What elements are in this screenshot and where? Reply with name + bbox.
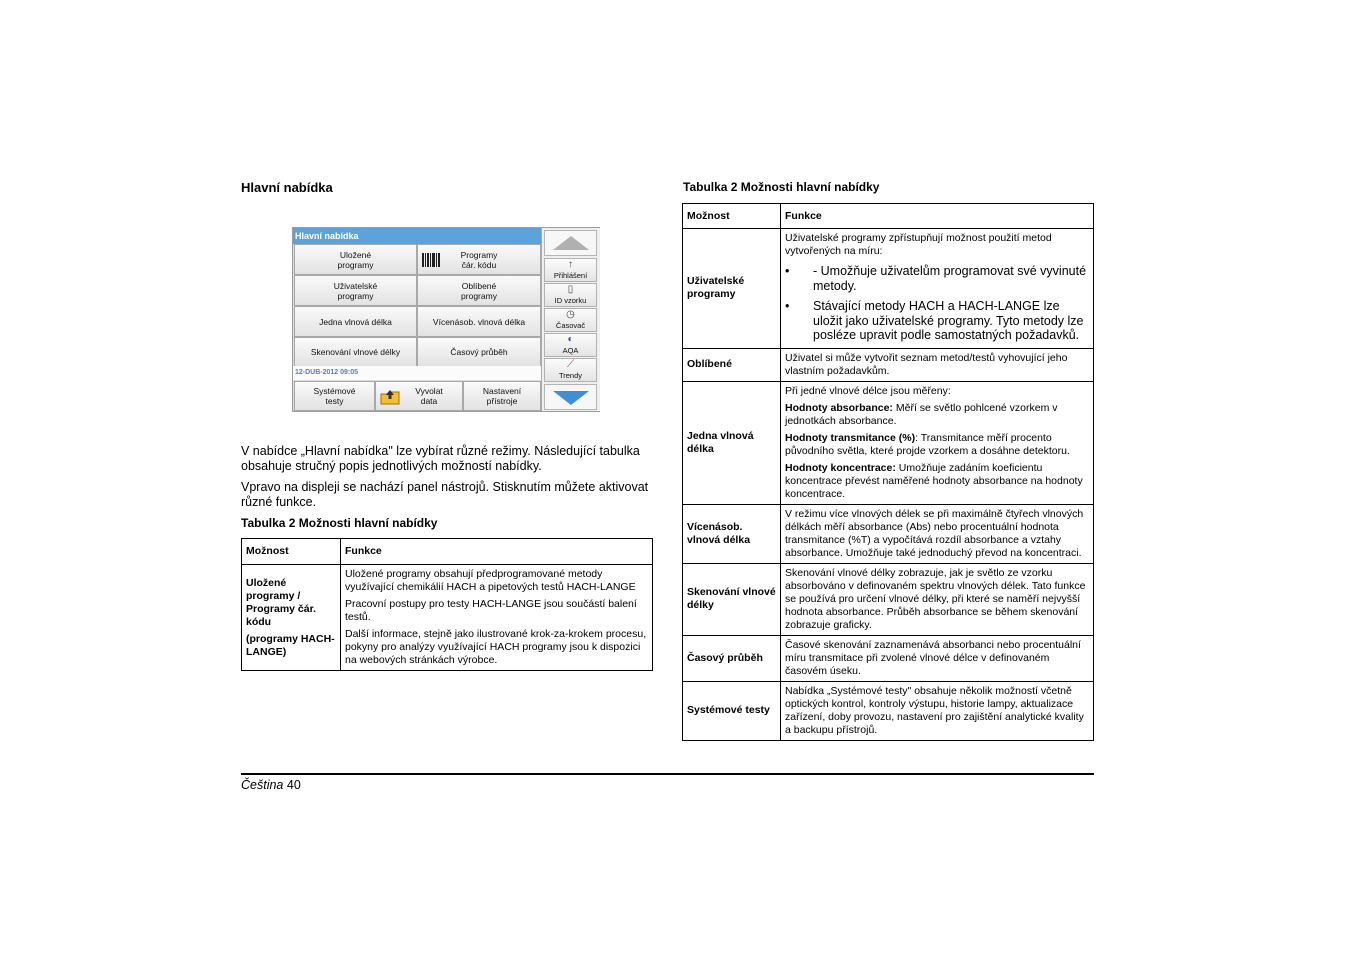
button-label: Vícenásob. vlnová délka [432,316,526,327]
header-function: Funkce [781,204,1094,229]
option-cell [242,565,341,671]
sample-id-tool[interactable] [544,283,597,307]
left-table-caption: Tabulka 2 Možnosti hlavní nabídky [241,516,438,530]
login-tool[interactable] [544,258,597,282]
arrow-down-icon [553,391,589,405]
table-row [683,381,1094,504]
term-label: Hodnoty koncentrace: [785,461,896,474]
footer-divider [241,773,1094,775]
scroll-up-button[interactable] [544,230,597,256]
page-number: 40 [286,778,301,792]
button-label: programy [337,290,374,301]
trend-chart-icon: ⟋ [567,359,574,370]
option-cell: Jedna vlnová délka [683,381,781,504]
button-label: Uložené [339,249,372,260]
button-label: čár. kódu [461,259,497,270]
button-label: přístroje [486,396,518,406]
function-cell [341,565,653,671]
sample-vial-icon: ▯ [567,284,574,295]
term-text: Umožňuje zadáním koeficientu koncentrace převést naměřené hodnoty absorbance na hodnoty koncentrace. [785,461,1083,500]
button-label: Skenování vlnové délky [310,347,401,357]
tool-label: Přihlášení [553,271,588,280]
table-row [683,348,1094,381]
table-row [242,565,653,671]
aqa-tool[interactable] [544,333,597,357]
bullet-mark: • [785,264,790,278]
button-label: Uživatelské [333,280,378,291]
toolbar-paragraph: Vpravo na displeji se nachází panel nástrojů. Stisknutím můžete aktivovat různé funkce. [241,480,649,509]
option-cell: Skenování vlnové délky [683,563,781,635]
function-text [785,462,1089,501]
recall-data-button[interactable] [375,381,463,411]
stored-programs-button[interactable] [294,244,417,275]
right-table-caption: Tabulka 2 Možnosti hlavní nabídky [683,180,880,194]
instrument-setup-button[interactable] [463,381,541,411]
timer-tool[interactable] [544,308,597,332]
tool-panel [541,228,600,411]
function-cell: Skenování vlnové délky zobrazuje, jak je světlo ze vzorku absorbováno v definovaném spektru vlnových délek. Tato funkce se používá pro určení vlnové délky, při které se naměří nejvyšší hodnota absorbance. Průběh absorbance se během skenování zobrazuje graficky. [781,563,1094,635]
page-footer [241,778,301,792]
right-options-table [682,203,1094,741]
function-text: Uložené programy obsahují předprogramované metody využívající chemikálií HACH a pipetových testů HACH-LANGE [345,568,636,593]
login-arrow-icon: ↑ [568,259,573,270]
section-heading: Hlavní nabídka [241,180,333,195]
footer-language: Čeština [241,778,284,792]
favorite-programs-button[interactable] [417,275,541,306]
button-label: programy [337,259,374,270]
button-label: Oblíbené [461,280,497,291]
button-label: testy [325,396,344,406]
bullet-item [785,299,1089,343]
button-label: Časový průběh [450,347,508,357]
barcode-programs-button[interactable] [417,244,541,275]
bullet-text: - Umožňuje uživatelům programovat své vyvinuté metody. [813,264,1087,293]
function-cell: V režimu více vlnových délek se při maximálně čtyřech vlnových délkách měří absorbance (Abs) nebo procentuální hodnota transmitance (%T) a vypočítává rozdíl absorbance a vztahy absorbance. Umožňuje také jednoduchý převod na koncentraci. [781,504,1094,563]
table-row [683,563,1094,635]
bullet-text: Stávající metody HACH a HACH-LANGE lze uložit jako uživatelské programy. Tyto metody lze posléze upravit podle samostatných požadavků. [813,299,1084,342]
tool-label: ID vzorku [554,296,587,305]
bullet-item [785,264,1089,293]
folder-icon [380,389,400,405]
term-label: Hodnoty absorbance: [785,401,893,414]
header-option: Možnost [683,204,781,229]
function-cell [781,381,1094,504]
wavelength-scan-button[interactable] [294,337,417,367]
tool-label: Trendy [558,371,583,380]
header-option: Možnost [242,539,341,565]
table-row [683,504,1094,563]
aqa-icon: ◐ [567,334,574,345]
option-cell: Vícenásob. vlnová délka [683,504,781,563]
device-datetime: 12-DUB-2012 09:05 [295,369,359,376]
option-text: (programy HACH-LANGE) [246,632,335,658]
function-text [785,402,1089,428]
table-row [683,635,1094,681]
trends-tool[interactable] [544,358,597,382]
single-wavelength-button[interactable] [294,306,417,337]
button-label: Nastavení [482,386,522,396]
option-cell: Uživatelské programy [683,229,781,349]
bullet-mark: • [785,299,790,313]
button-label: data [420,396,438,406]
left-options-table [241,538,653,671]
barcode-icon [422,253,440,267]
term-text: Měří se světlo pohlcené vzorkem v jednotkách absorbance. [785,401,1058,427]
multi-wavelength-button[interactable] [417,306,541,337]
tool-label: AQA [562,346,579,355]
scroll-down-button[interactable] [544,384,597,410]
button-label: Jedna vlnová délka [319,316,392,327]
function-text: Uživatelské programy zpřístupňují možnost použití metod vytvořených na míru: [785,232,1052,257]
option-cell: Systémové testy [683,681,781,740]
button-label: Vyvolat [415,386,443,396]
system-tests-button[interactable] [294,381,375,411]
header-function: Funkce [341,539,653,565]
function-text: Další informace, stejně jako ilustrované krok-za-krokem procesu, pokyny pro analýzy využívající HACH programy jsou k dispozici na webových stránkách výrobce. [345,628,647,666]
term-label: Hodnoty transmitance (%) [785,431,916,444]
function-cell: Uživatel si může vytvořit seznam metod/testů vyhovující jeho vlastním požadavkům. [781,348,1094,381]
time-course-button[interactable] [417,337,541,367]
function-text [785,432,1089,458]
function-cell: Nabídka „Systémové testy" obsahuje několik možností včetně optických kontrol, kontroly výstupu, historie lampy, aktualizace zařízení, doby provozu, nastavení pro zajištění analytické kvality a backupu přístrojů. [781,681,1094,740]
button-label: Systémové [313,386,356,396]
term-text: : Transmitance měří procento původního světla, které projde vzorkem a dosáhne detektoru. [785,431,1070,457]
intro-paragraph: V nabídce „Hlavní nabídka" lze vybírat různé režimy. Následující tabulka obsahuje stručný popis jednotlivých možností nabídky. [241,444,640,473]
device-screen [292,227,600,412]
option-text: Uložené programy / Programy čár. kódu [246,576,317,628]
function-cell [781,229,1094,349]
tool-label: Časovač [555,321,586,330]
device-title: Hlavní nabídka [293,228,541,244]
table-row [683,229,1094,349]
button-label: Programy [460,249,498,260]
timer-icon: ◷ [566,309,575,320]
button-label: programy [461,290,497,301]
option-cell: Oblíbené [683,348,781,381]
option-cell: Časový průběh [683,635,781,681]
function-text: Pracovní postupy pro testy HACH-LANGE jsou součástí balení testů. [345,598,637,623]
table-row [683,681,1094,740]
arrow-up-icon [553,236,589,250]
user-programs-button[interactable] [294,275,417,306]
function-cell: Časové skenování zaznamenává absorbanci nebo procentuální míru transmitace při zvolené vlnové délce v definovaném časovém úseku. [781,635,1094,681]
function-text: Při jedné vlnové délce jsou měřeny: [785,384,951,397]
